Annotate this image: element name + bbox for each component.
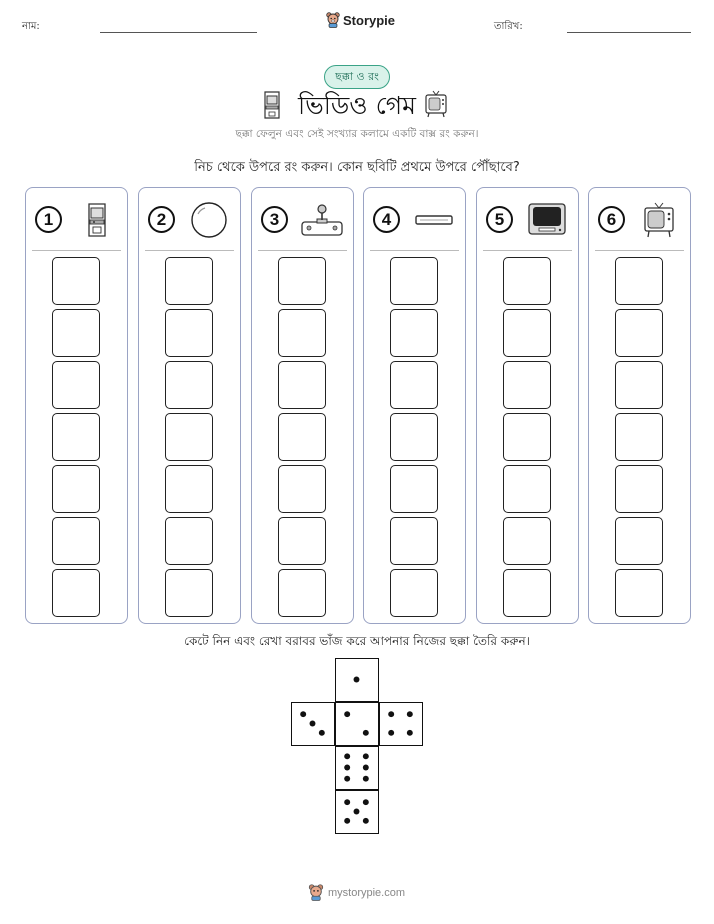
color-box[interactable] xyxy=(390,569,438,617)
footer xyxy=(308,884,405,901)
dice-pip xyxy=(344,753,350,759)
color-box[interactable] xyxy=(503,257,551,305)
column-divider xyxy=(483,250,572,251)
retro-tv-icon xyxy=(635,202,683,238)
dice-pip xyxy=(407,711,413,717)
color-box[interactable] xyxy=(278,569,326,617)
color-box[interactable] xyxy=(615,309,663,357)
dice-pip xyxy=(300,711,306,717)
color-box[interactable] xyxy=(52,517,100,565)
column-number: 1 xyxy=(35,206,62,233)
column-header xyxy=(477,188,578,250)
dice-pip xyxy=(363,818,369,824)
dice-face-1 xyxy=(335,658,379,702)
color-box[interactable] xyxy=(165,361,213,409)
column-5 xyxy=(476,187,579,624)
column-6 xyxy=(588,187,691,624)
activity-badge: ছক্কা ও রং xyxy=(324,65,390,89)
color-box[interactable] xyxy=(503,361,551,409)
bubble-icon xyxy=(185,202,233,238)
color-box[interactable] xyxy=(503,309,551,357)
color-box[interactable] xyxy=(390,413,438,461)
dice-pip xyxy=(388,711,394,717)
dice-face-5 xyxy=(335,790,379,834)
column-4 xyxy=(363,187,466,624)
color-box[interactable] xyxy=(278,361,326,409)
color-box[interactable] xyxy=(390,257,438,305)
color-box[interactable] xyxy=(503,465,551,513)
dice-pip xyxy=(407,730,413,736)
column-number: 3 xyxy=(261,206,288,233)
dice-pip xyxy=(363,730,369,736)
brand-name: Storypie xyxy=(343,12,396,28)
column-number: 6 xyxy=(598,206,625,233)
color-box[interactable] xyxy=(52,361,100,409)
bear-mascot-icon xyxy=(308,884,324,901)
cut-instruction: কেটে নিন এবং রেখা বরাবর ভাঁজ করে আপনার নিজের ছক্কা তৈরি করুন। xyxy=(184,634,530,648)
color-box[interactable] xyxy=(165,309,213,357)
column-header xyxy=(252,188,353,250)
dice-pip xyxy=(344,799,350,805)
dice-pip xyxy=(363,776,369,782)
color-box[interactable] xyxy=(52,465,100,513)
color-box[interactable] xyxy=(390,309,438,357)
column-3 xyxy=(251,187,354,624)
name-label: নাম: xyxy=(22,21,40,32)
dice-pip xyxy=(354,809,360,815)
dice-face-3 xyxy=(291,702,335,746)
color-box[interactable] xyxy=(615,465,663,513)
dice-face-2 xyxy=(335,702,379,746)
subtitle: ছক্কা ফেলুন এবং সেই সংখ্যার কলামে একটি বাক্স রং করুন। xyxy=(235,128,479,140)
column-divider xyxy=(370,250,459,251)
dice-pip xyxy=(344,776,350,782)
page-title: ভিডিও গেম xyxy=(297,91,417,120)
dice-pip xyxy=(363,799,369,805)
column-number: 2 xyxy=(148,206,175,233)
dice-pip xyxy=(363,753,369,759)
game-cartridge-icon xyxy=(410,202,458,238)
date-label: তারিখ: xyxy=(494,21,523,32)
column-divider xyxy=(258,250,347,251)
joystick-icon xyxy=(298,202,346,238)
dice-face-6 xyxy=(335,746,379,790)
color-box[interactable] xyxy=(390,517,438,565)
color-box[interactable] xyxy=(278,517,326,565)
instruction: নিচ থেকে উপরে রং করুন। কোন ছবিটি প্রথমে উপরে পৌঁছাবে? xyxy=(194,160,520,175)
dice-pip xyxy=(310,721,316,727)
column-header xyxy=(364,188,465,250)
brand-logo xyxy=(326,12,395,28)
column-header xyxy=(139,188,240,250)
color-box[interactable] xyxy=(165,257,213,305)
dice-pip xyxy=(344,765,350,771)
color-box[interactable] xyxy=(615,569,663,617)
dice-pip xyxy=(344,711,350,717)
column-divider xyxy=(595,250,684,251)
color-box[interactable] xyxy=(390,465,438,513)
column-divider xyxy=(145,250,234,251)
color-box[interactable] xyxy=(278,257,326,305)
color-box[interactable] xyxy=(615,361,663,409)
color-box[interactable] xyxy=(615,413,663,461)
color-box[interactable] xyxy=(503,413,551,461)
column-number: 4 xyxy=(373,206,400,233)
color-box[interactable] xyxy=(52,413,100,461)
column-header xyxy=(26,188,127,250)
name-line[interactable] xyxy=(100,32,257,33)
color-box[interactable] xyxy=(390,361,438,409)
column-1 xyxy=(25,187,128,624)
retro-tv-icon xyxy=(425,90,447,118)
color-box[interactable] xyxy=(165,413,213,461)
color-box[interactable] xyxy=(165,465,213,513)
color-box[interactable] xyxy=(278,465,326,513)
dice-pip xyxy=(319,730,325,736)
bear-mascot-icon xyxy=(326,12,340,28)
crt-monitor-icon xyxy=(523,202,571,238)
footer-url[interactable]: mystorypie.com xyxy=(328,886,406,899)
dice-pip xyxy=(354,677,360,683)
dice-pip xyxy=(344,818,350,824)
color-box[interactable] xyxy=(278,413,326,461)
color-box[interactable] xyxy=(165,517,213,565)
color-box[interactable] xyxy=(615,257,663,305)
arcade-cabinet-icon xyxy=(72,202,120,238)
dice-pip xyxy=(363,765,369,771)
column-divider xyxy=(32,250,121,251)
color-box[interactable] xyxy=(165,569,213,617)
column-2 xyxy=(138,187,241,624)
dice-face-4 xyxy=(379,702,423,746)
color-box[interactable] xyxy=(503,569,551,617)
dice-pip xyxy=(388,730,394,736)
column-number: 5 xyxy=(486,206,513,233)
color-box[interactable] xyxy=(278,309,326,357)
date-line[interactable] xyxy=(567,32,691,33)
color-box[interactable] xyxy=(52,569,100,617)
color-box[interactable] xyxy=(615,517,663,565)
color-box[interactable] xyxy=(503,517,551,565)
color-box[interactable] xyxy=(52,257,100,305)
color-box[interactable] xyxy=(52,309,100,357)
column-header xyxy=(589,188,690,250)
